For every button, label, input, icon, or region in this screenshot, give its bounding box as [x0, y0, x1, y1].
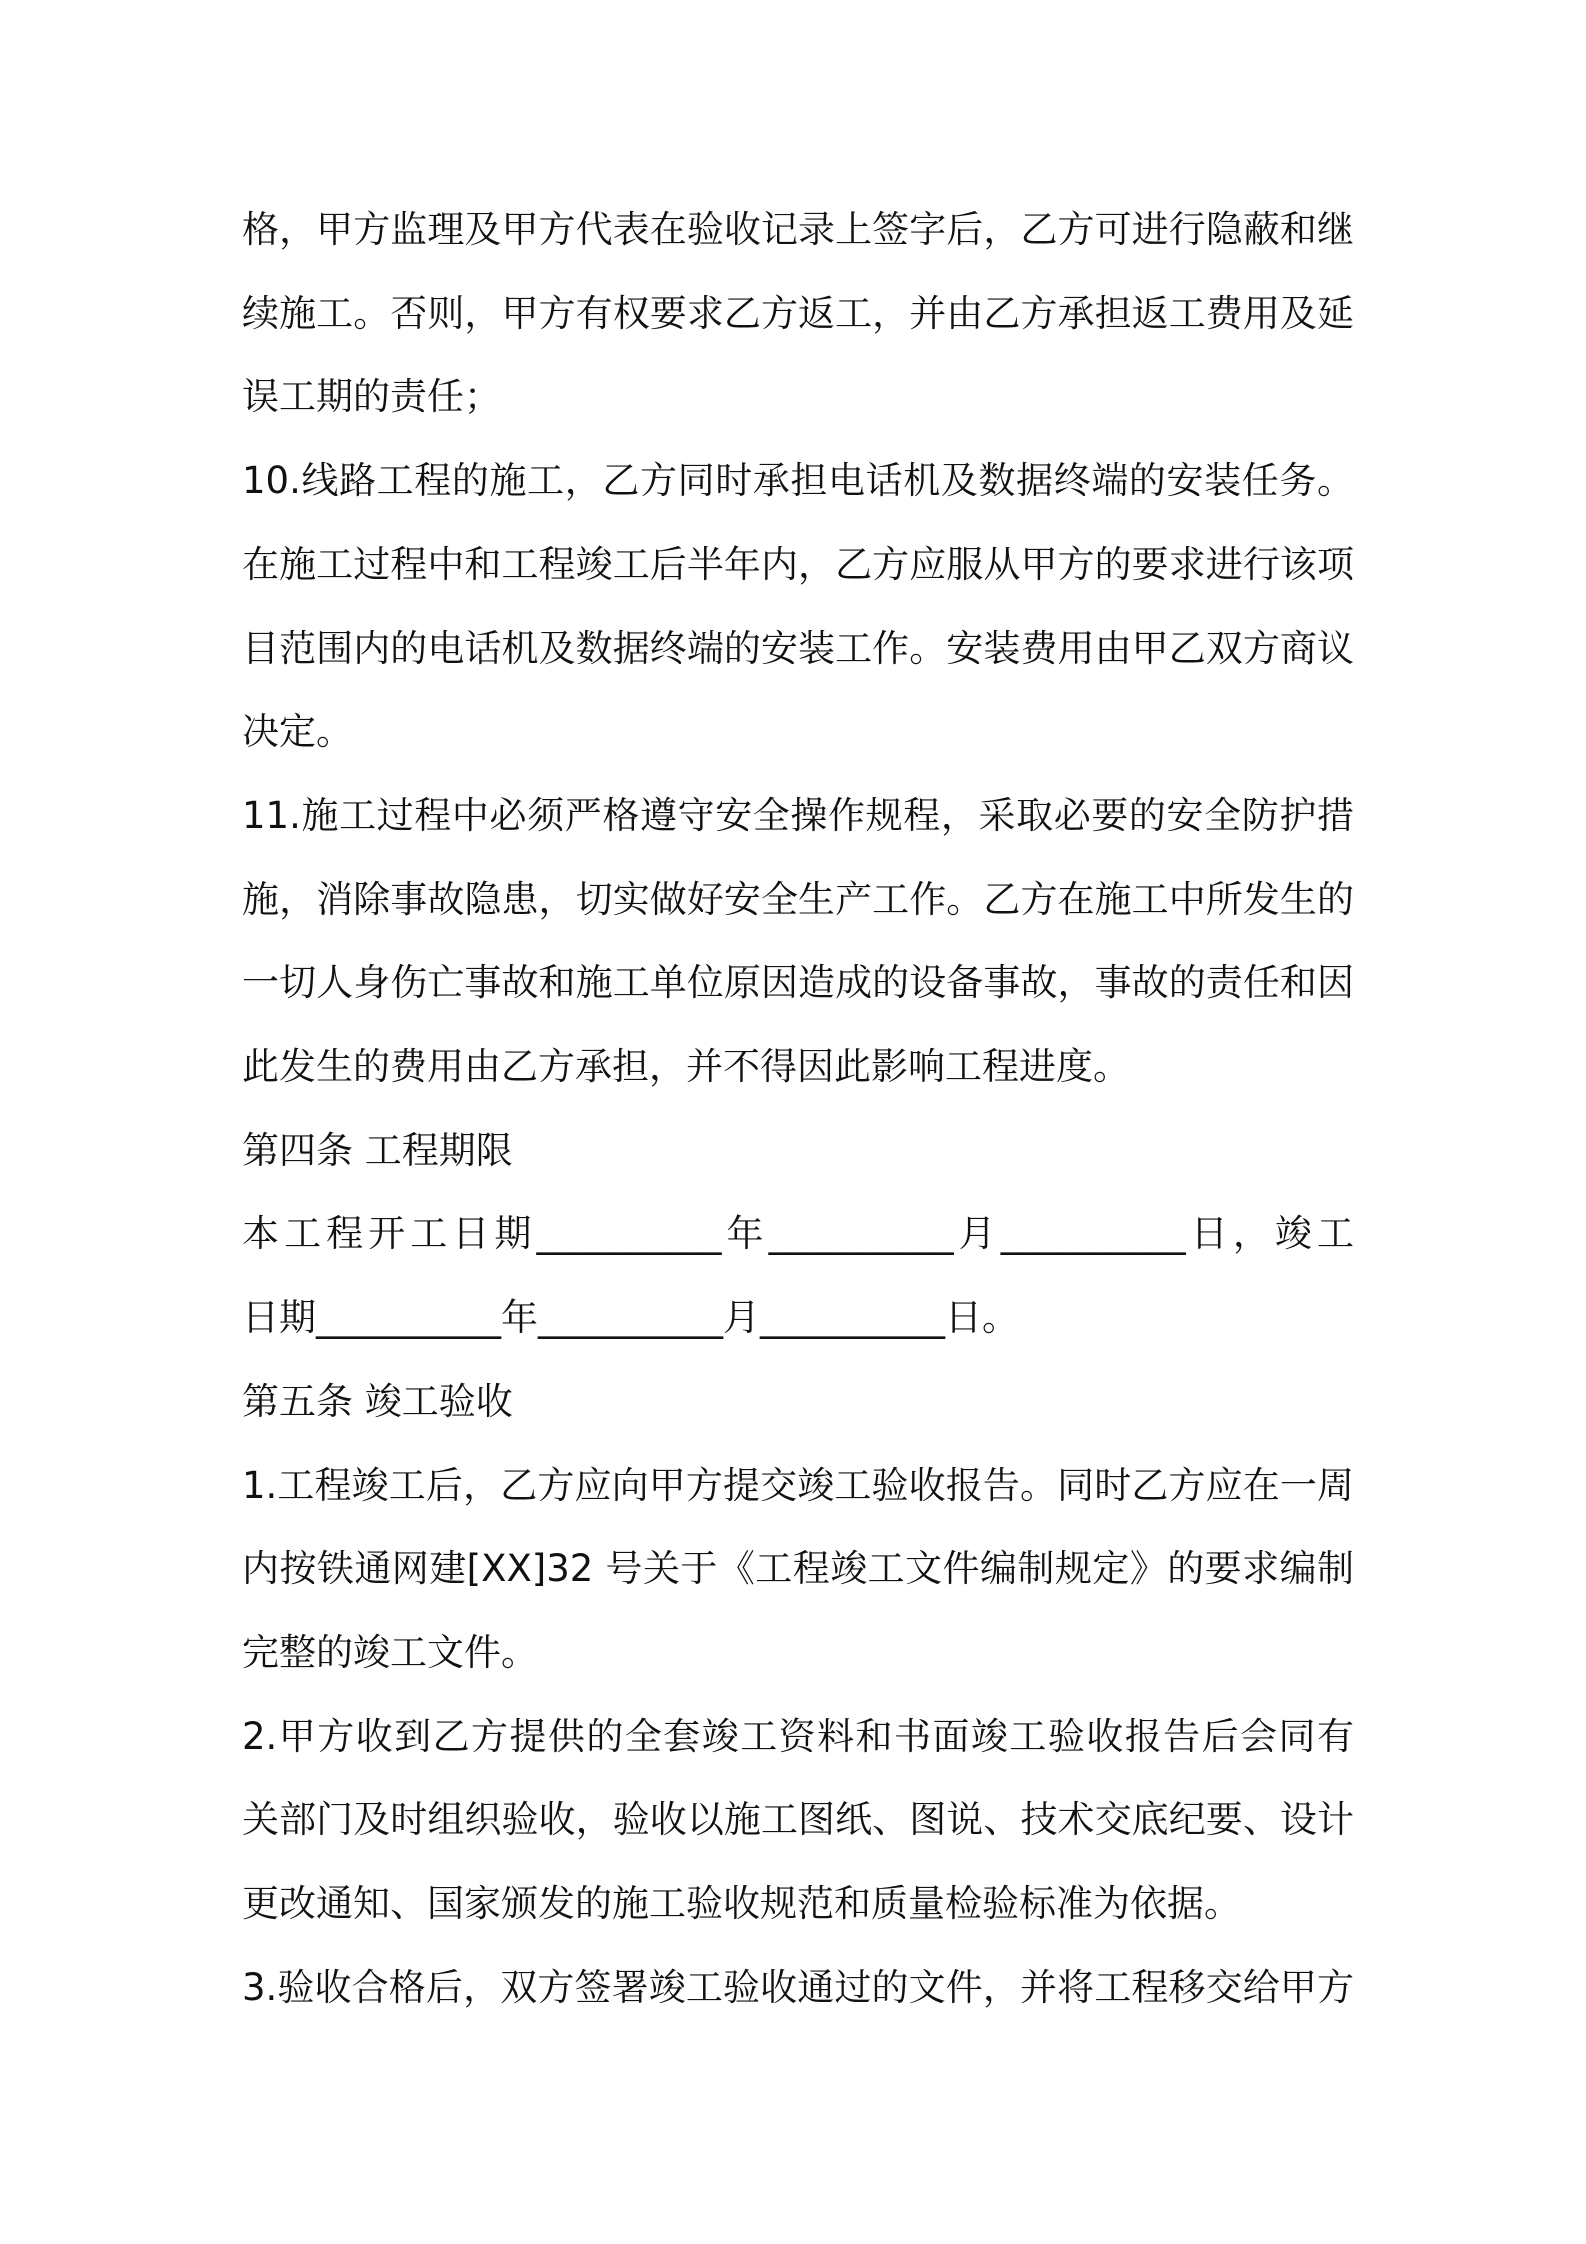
text-line: 本工程开工日期__________年__________月__________日，竣工 — [242, 1212, 1354, 1256]
text-line: 格，甲方监理及甲方代表在验收记录上签字后，乙方可进行隐蔽和继 — [242, 208, 1354, 251]
text-line: 完整的竣工文件。 — [242, 1630, 538, 1674]
text-line: 误工期的责任； — [242, 375, 501, 419]
text-line: 内按铁通网建[XX]32 号关于《工程竣工文件编制规定》的要求编制 — [242, 1547, 1354, 1591]
text-line: 在施工过程中和工程竣工后半年内，乙方应服从甲方的要求进行该项 — [242, 542, 1354, 586]
text-line: 关部门及时组织验收，验收以施工图纸、图说、技术交底纪要、设计 — [242, 1798, 1354, 1842]
text-line: 2.甲方收到乙方提供的全套竣工资料和书面竣工验收报告后会同有 — [242, 1714, 1354, 1758]
text-line: 施，消除事故隐患，切实做好安全生产工作。乙方在施工中所发生的 — [242, 877, 1354, 921]
text-line: 第四条 工程期限 — [242, 1128, 513, 1172]
text-line: 续施工。否则，甲方有权要求乙方返工，并由乙方承担返工费用及延 — [242, 291, 1354, 335]
text-line: 更改通知、国家颁发的施工验收规范和质量检验标准为依据。 — [242, 1882, 1241, 1925]
text-line: 日期__________年__________月__________日。 — [242, 1296, 1019, 1340]
text-line: 目范围内的电话机及数据终端的安装工作。安装费用由甲乙双方商议 — [242, 626, 1354, 670]
text-line: 11.施工过程中必须严格遵守安全操作规程，采取必要的安全防护措 — [242, 793, 1354, 837]
text-line: 1.工程竣工后，乙方应向甲方提交竣工验收报告。同时乙方应在一周 — [242, 1463, 1354, 1507]
text-line: 3.验收合格后，双方签署竣工验收通过的文件，并将工程移交给甲方 — [242, 1965, 1354, 2009]
text-line: 此发生的费用由乙方承担，并不得因此影响工程进度。 — [242, 1045, 1130, 1088]
text-line: 决定。 — [242, 710, 353, 754]
text-line: 第五条 竣工验收 — [242, 1379, 513, 1423]
text-line: 10.线路工程的施工，乙方同时承担电话机及数据终端的安装任务。 — [242, 459, 1354, 503]
text-line: 一切人身伤亡事故和施工单位原因造成的设备事故，事故的责任和因 — [242, 961, 1354, 1005]
